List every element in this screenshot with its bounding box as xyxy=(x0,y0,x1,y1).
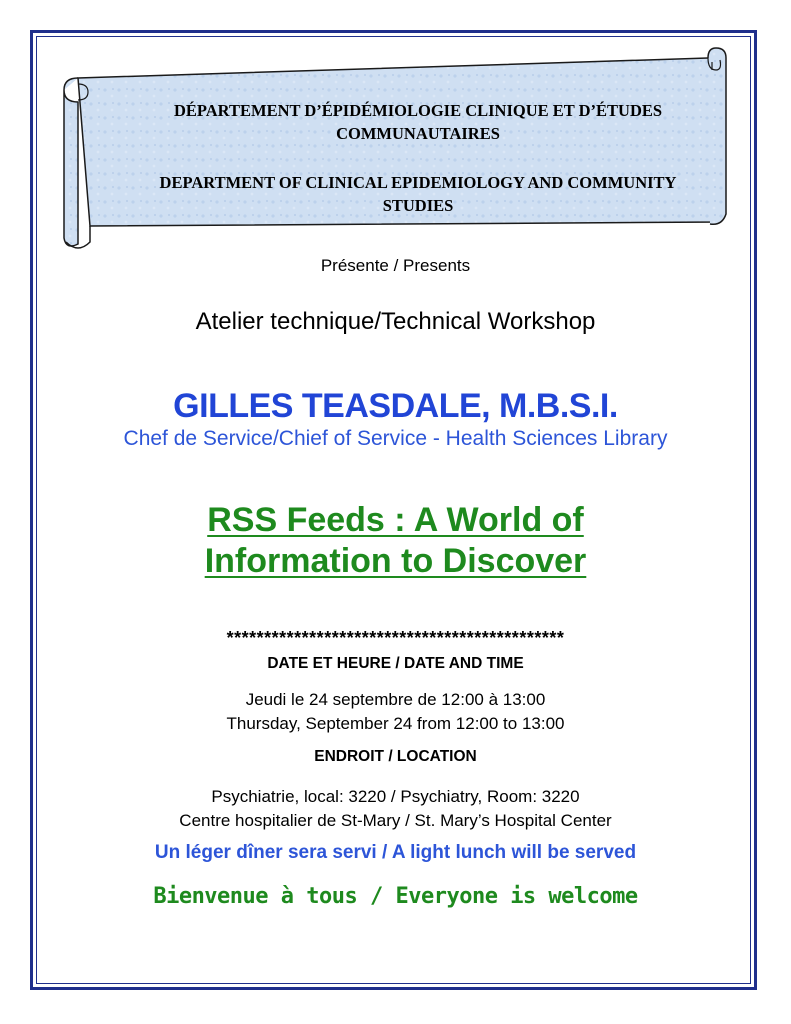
location-heading: ENDROIT / LOCATION xyxy=(314,748,477,765)
department-heading xyxy=(140,99,696,217)
date-time-french: Jeudi le 24 septembre de 12:00 à 13:00 xyxy=(245,690,546,709)
speaker-role: Chef de Service/Chief of Service - Health Sciences Library xyxy=(123,427,668,450)
location-hospital: Centre hospitalier de St-Mary / St. Mary’s Hospital Center xyxy=(179,811,612,830)
topic-line-2: Information to Discover xyxy=(204,542,587,580)
welcome-message: Bienvenue à tous / Everyone is welcome xyxy=(153,884,638,909)
speaker-name: GILLES TEASDALE, M.B.S.I. xyxy=(173,387,618,425)
department-name-english: DEPARTMENT OF CLINICAL EPIDEMIOLOGY AND COMMUNITY STUDIES xyxy=(159,173,677,215)
department-name-french: DÉPARTEMENT D’ÉPIDÉMIOLOGIE CLINIQUE ET D’ÉTUDES COMMUNAUTAIRES xyxy=(173,101,663,143)
asterisk-separator: ********************************************* xyxy=(226,628,565,648)
workshop-type: Atelier technique/Technical Workshop xyxy=(195,308,596,335)
date-time-english: Thursday, September 24 from 12:00 to 13:00 xyxy=(226,714,565,733)
presents-label: Présente / Presents xyxy=(320,256,471,275)
topic-line-1: RSS Feeds : A World of xyxy=(207,501,584,539)
workshop-topic xyxy=(0,500,791,582)
date-time-heading: DATE ET HEURE / DATE AND TIME xyxy=(267,655,524,672)
location-room: Psychiatrie, local: 3220 / Psychiatry, Room: 3220 xyxy=(211,787,580,806)
header-scroll-banner xyxy=(60,44,730,254)
location-details xyxy=(0,785,791,833)
lunch-notice: Un léger dîner sera servi / A light lunch will be served xyxy=(154,842,637,863)
date-time-details xyxy=(0,688,791,736)
